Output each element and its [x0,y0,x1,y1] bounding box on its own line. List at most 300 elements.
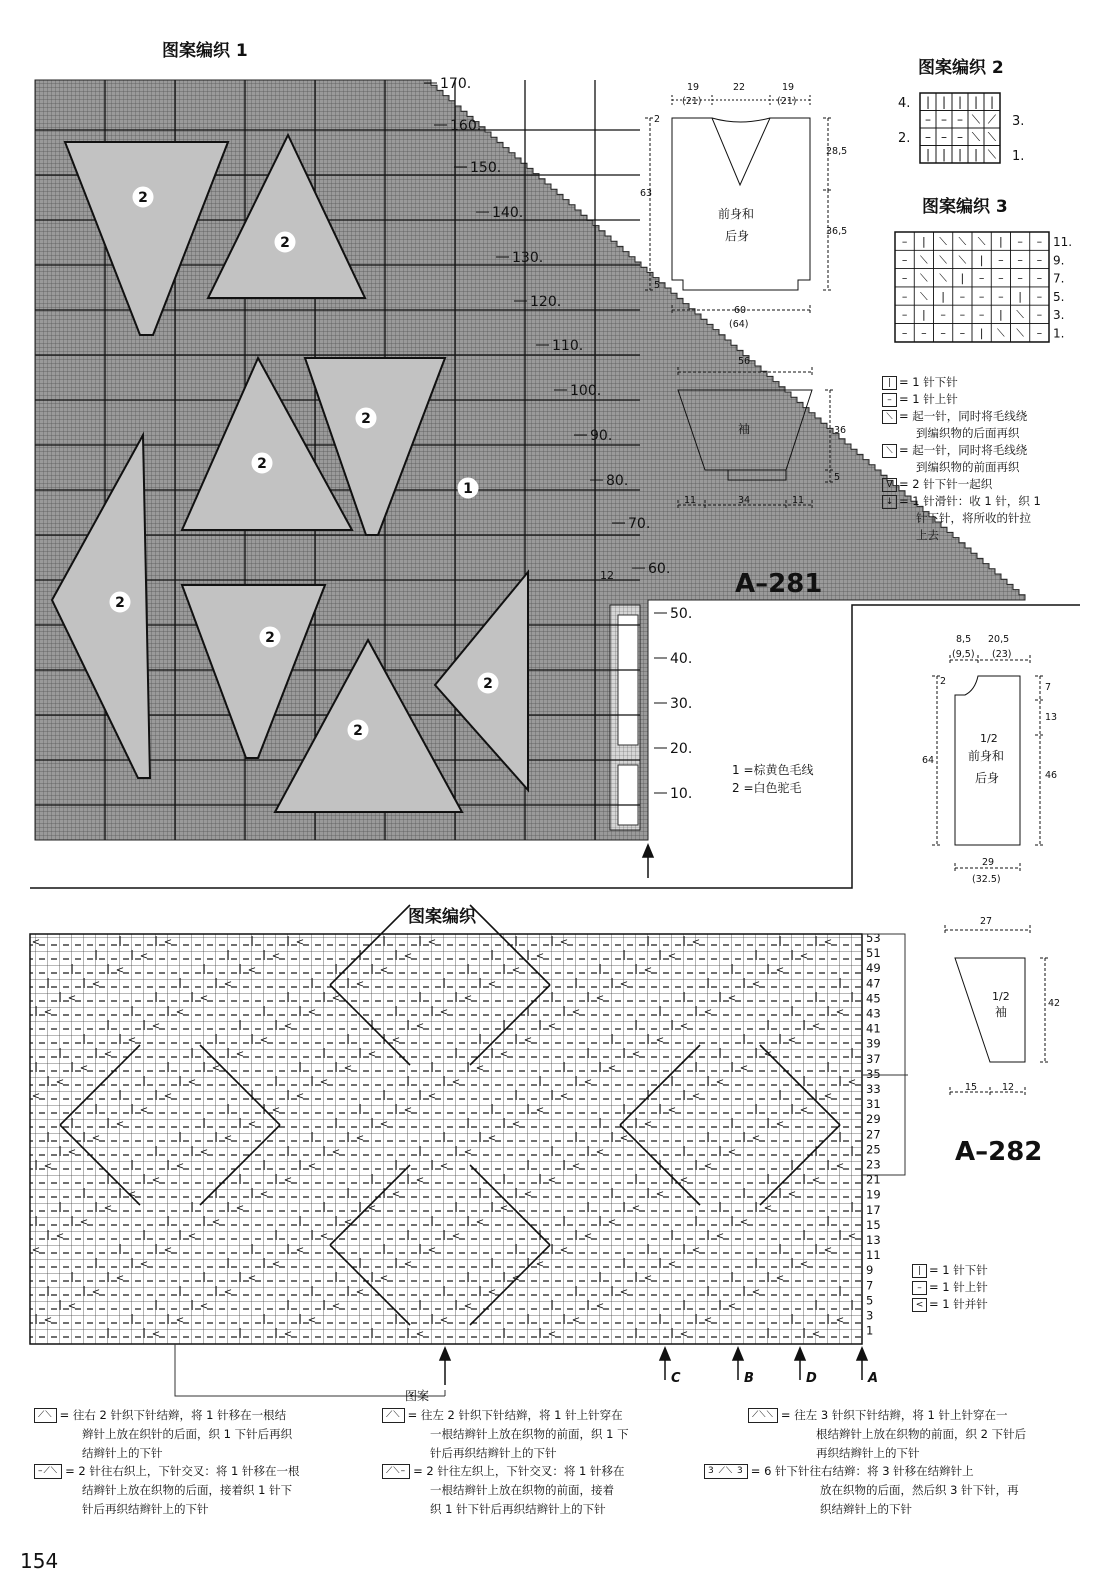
pattern3-stitch: | [979,253,984,267]
pattern3-stitch: – [959,289,966,303]
a281-sleeve-label: 袖 [738,422,751,436]
chart2-dec-mark: < [427,1245,437,1256]
chart2-dec-mark: < [175,1161,185,1172]
chart2-dec-mark: < [163,1091,173,1102]
desc-line: 一根结辫针上放在织物的前面，接着 [430,1483,614,1497]
chart2-dec-mark: < [319,1077,329,1088]
cross-right-icon: ⟋⟍ [34,1408,57,1423]
pattern2-stitch: – [957,130,963,144]
chart2-dec-mark: < [583,1231,593,1242]
chart2-dec-mark: < [751,1133,761,1144]
chart2-dec-mark: < [847,1231,857,1242]
chart2-dec-mark: < [763,1049,773,1060]
chart2-dec-mark: < [823,1091,833,1102]
chart2-dec-mark: < [535,1259,545,1270]
chart2-dec-mark: < [43,1315,53,1326]
pattern2-stitch: ⟍ [987,147,997,162]
cross-left-icon: ⟋⟍ [382,1408,405,1423]
chart2-row-label: 27 [866,1127,881,1142]
desc-line: 根结辫针上放在织物的前面，织 2 下针后 [816,1427,1027,1441]
chart1-row-label: 140. [492,205,524,221]
pattern3-stitch: | [960,271,965,285]
legend-slip [882,493,1097,510]
a282-dim-top-a: 8,5 [956,634,972,645]
a281-dim-top-left: 19 [687,82,700,93]
chart2-dec-mark: < [667,951,677,962]
chart2-dec-mark: < [247,1119,257,1130]
chart2-dec-mark: < [679,1329,689,1340]
chart2-dec-mark: < [343,1217,353,1228]
chart2-row-label: 7 [866,1278,874,1293]
legend-knit [912,1262,1062,1279]
a282-code: A–282 [955,1137,1043,1167]
chart2-dec-mark: < [751,1287,761,1298]
chart2-arrow-label: B [744,1371,754,1386]
chart2-dec-mark: < [463,1147,473,1158]
a282-dim-top-b: 20,5 [988,634,1010,645]
legend-text: = 1 针上针 [929,1280,988,1294]
a281-sleeve-bottom-right: 11 [792,495,805,506]
pattern2-stitch: | [941,147,947,162]
chart2-row-label: 1 [866,1323,874,1338]
motif-label: 2 [115,595,125,611]
chart2-dec-mark: < [535,951,545,962]
pattern3-stitch: | [1018,289,1022,303]
chart2-dec-mark: < [271,951,281,962]
desc-line: = 6 针下针往右结辫：将 3 针移在结辫针上 [750,1464,974,1478]
chart2-dec-mark: < [307,1161,317,1172]
chart2-dec-mark: < [679,1021,689,1032]
chart2-dec-mark: < [619,979,629,990]
chart2-dec-mark: < [547,1329,557,1340]
a281-body-schematic [645,95,833,315]
purl-cross-right-icon: –⟋⟍ [34,1464,62,1479]
chart2-row-label: 9 [866,1263,874,1278]
chart2-dec-mark: < [295,1245,305,1256]
pattern2-row-4: 4. [898,96,911,111]
chart2-dec-mark: < [511,1273,521,1284]
chart2-dec-mark: < [151,1021,161,1032]
chart2-row-label: 17 [866,1202,881,1217]
chart2-dec-mark: < [703,1161,713,1172]
a282-legend [912,1262,1062,1313]
pattern3-stitch: – [901,253,908,267]
pattern3-stitch: – [1036,289,1043,303]
chart2-dec-mark: < [103,1203,113,1214]
a281-dim-right-top: 28,5 [826,146,848,157]
pattern2-stitch: ⟍ [987,130,997,144]
legend-text: = 1 针上针 [899,392,958,406]
legend-text: = 1 针下针 [929,1263,988,1277]
slant-back-icon: ⟍ [882,410,897,424]
chart1-cell-label: 12 [600,569,614,582]
chart2-dec-mark: < [355,979,365,990]
chart2-dec-mark: < [295,1091,305,1102]
desc-line: 放在织物的后面，然后织 3 针下针，再 [820,1483,1019,1497]
pattern2-stitch: | [989,95,995,109]
chart2-arrow [440,1348,450,1385]
desc-purl-cross-right [34,1462,374,1519]
chart1-row-label: 20. [670,741,693,757]
chart2-row-label: 31 [866,1097,881,1112]
a282-sleeve-bottom-a: 15 [965,1082,978,1093]
pattern3-title: 图案编织 3 [922,197,1008,217]
pattern3-row-label: 5. [1053,289,1065,304]
chart2-dec-mark: < [103,1049,113,1060]
chart2-dec-mark: < [415,1021,425,1032]
page-number: 154 [20,1549,59,1573]
chart2-dec-mark: < [259,1035,269,1046]
pattern2-stitch: ⟍ [971,112,981,127]
chart2-dec-mark: < [523,1035,533,1046]
pattern3-stitch: – [1036,308,1043,322]
chart2-dec-mark: < [247,965,257,976]
chart1-title: 图案编织 1 [162,41,248,61]
chart2-dec-mark: < [619,1133,629,1144]
chart1-row-label: 10. [670,786,693,802]
a281-dim-top-right-alt: (21) [777,96,797,107]
a281-sleeve-bottom: 34 [738,495,751,506]
a282-sleeve-label-2: 袖 [995,1005,1008,1019]
chart2-dec-mark: < [235,1203,245,1214]
color-legend-1: 1 =棕黄色毛线 [732,763,814,777]
chart2-dec-mark: < [31,937,41,948]
desc-line: = 往左 3 针织下针结辫，将 1 针上针穿在一 [780,1408,1008,1422]
motif-label: 2 [265,630,275,646]
chart2-dec-mark: < [775,965,785,976]
chart2-dec-mark: < [151,1329,161,1340]
chart2-grid [30,905,862,1344]
legend-yarn-front [882,442,1097,459]
chart1-row-label: 120. [530,294,562,310]
pattern2-row-3: 3. [1012,114,1025,129]
chart2-dec-mark: < [475,1217,485,1228]
chart2-dec-mark: < [727,1301,737,1312]
chart2-dec-mark: < [91,1287,101,1298]
pattern2-stitch: – [925,112,931,127]
chart2-dec-mark: < [319,1231,329,1242]
pattern2-stitch: | [957,95,963,109]
chart2-dec-mark: < [787,1189,797,1200]
slant-front-icon: ⟍ [882,444,897,458]
pattern2-stitch: | [941,95,947,109]
motif-label: 2 [257,456,267,472]
pattern3-row-label: 11. [1053,235,1073,249]
chart1-row-label: 170. [440,76,472,92]
a282-dim-right-top: 7 [1045,682,1052,693]
desc-line: 结辫针上放在织物的后面，接着织 1 针下 [82,1483,293,1497]
pattern3-stitch: – [959,326,966,340]
a281-legend [882,374,1097,544]
pattern2-stitch: ⟋ [987,112,997,127]
chart2-dec-mark: < [403,1105,413,1116]
desc-line: 织 1 针下针后再织结辫针上的下针 [430,1502,606,1516]
pattern2-stitch: – [925,130,931,144]
chart1-row-label: 50. [670,606,693,622]
chart2-dec-mark: < [511,965,521,976]
chart2-dec-mark: < [391,1189,401,1200]
pattern3-stitch: | [921,308,926,322]
chart2-dec-mark: < [367,1049,377,1060]
chart2-dec-mark: < [79,1063,89,1074]
chart2-dec-mark: < [463,1301,473,1312]
desc-cross-right-2 [34,1406,374,1463]
chart2-dec-mark: < [235,1049,245,1060]
pattern2-grid [920,93,1000,163]
chart2-dec-mark: < [115,1119,125,1130]
chart2-arrow [733,1348,743,1380]
pattern3-stitch: – [901,271,908,285]
chart2-dec-mark: < [739,1063,749,1074]
a281-dim-edge-top: 2 [654,114,661,125]
pattern3-stitch: ⟍ [977,235,986,248]
chart2-dec-mark: < [667,1259,677,1270]
chart2-dec-mark: < [559,937,569,948]
chart2-dec-mark: < [391,1035,401,1046]
a282-dim-right-low: 46 [1045,770,1058,781]
chart2-dec-mark: < [499,1049,509,1060]
chart2-row-label: 49 [866,961,881,976]
pattern3-stitch: | [998,235,1003,248]
desc-line: 再织结辫针上的下针 [816,1446,920,1460]
chart2-dec-mark: < [415,1329,425,1340]
chart2-dec-mark: < [283,1329,293,1340]
desc-line: = 2 针往左织上，下针交叉：将 1 针移在 [413,1464,625,1478]
knit-icon: | [912,1264,927,1278]
a281-dim-edge-bottom: 5 [654,280,661,291]
pattern2-stitch: – [941,130,947,144]
chart2-row-label: 39 [866,1036,881,1051]
chart2-row-label: 19 [866,1187,881,1202]
chart2-dec-mark: < [595,1301,605,1312]
chart2-dec-mark: < [343,1063,353,1074]
chart2-dec-mark: < [643,1119,653,1130]
chart1-row-label: 60. [648,561,671,577]
pattern3-stitch: ⟍ [958,235,967,248]
a281-dim-neck: 22 [733,82,746,93]
a282-dim-width-alt: (32.5) [972,874,1001,885]
chart2-dec-mark: < [571,1161,581,1172]
pattern3-stitch: – [901,289,908,303]
a282-sleeve-bottom-b: 12 [1002,1082,1015,1093]
chart2-dec-mark: < [799,1105,809,1116]
a282-body-label-1: 1/2 [980,732,998,745]
knit-icon: | [882,376,897,390]
pattern3-stitch: – [998,289,1004,303]
desc-cross-left-2 [382,1406,732,1463]
desc-line: 一根结辫针上放在织物的前面，织 1 下 [430,1427,629,1441]
pattern3-stitch: – [978,308,985,322]
chart2-dec-mark: < [811,1329,821,1340]
pattern3-stitch: – [1036,271,1043,285]
desc-line: 结辫针上的下针 [82,1446,163,1460]
legend-yarn-back-2 [882,425,1097,442]
desc-line: 针后再织结辫针上的下针 [430,1446,557,1460]
pattern2-stitch: | [973,95,979,109]
chart2-dec-mark: < [439,1315,449,1326]
chart2-dec-mark: < [775,1273,785,1284]
pattern3-stitch: ⟍ [919,289,928,303]
a282-dim-height: 64 [922,755,935,766]
pattern3-stitch: – [998,271,1004,285]
chart2-row-label: 37 [866,1051,881,1066]
desc-line: 织结辫针上的下针 [820,1502,912,1516]
motif-label: 2 [483,676,493,692]
chart2-dec-mark: < [715,1077,725,1088]
chart2-dec-mark: < [439,1007,449,1018]
legend-text: = 1 针下针 [899,375,958,389]
chart2-dec-mark: < [751,979,761,990]
chart2-row-label: 21 [866,1172,881,1187]
chart2-dec-mark: < [487,1287,497,1298]
pattern3-stitch: | [941,289,945,303]
a282-sleeve-height: 42 [1048,998,1061,1009]
chart2-dec-mark: < [499,1203,509,1214]
chart2-dec-mark: < [271,1105,281,1116]
legend-text: = 2 针下针一起织 [899,477,993,491]
pattern3-grid [895,232,1049,342]
chart2-dec-mark: < [139,1259,149,1270]
pattern2-stitch: | [973,147,979,162]
chart2-dec-mark: < [487,1133,497,1144]
chart2-dec-mark: < [175,1315,185,1326]
desc-purl-cross-left [382,1462,732,1519]
a282-dim-top-a-alt: (9,5) [952,649,975,660]
pattern3-row-label: 7. [1053,271,1065,286]
pattern3-stitch: ⟍ [919,253,928,267]
desc-cross-left-3 [748,1406,1098,1463]
a281-body-label-1: 前身和 [718,207,755,221]
pattern3-stitch: ⟍ [958,253,967,267]
chart2-dec-mark: < [559,1245,569,1256]
chart2-arrow-label: C [671,1371,681,1386]
chart2-dec-mark: < [631,1049,641,1060]
pattern2-row-2: 2. [898,131,911,146]
chart2-row-label: 43 [866,1006,881,1021]
chart2-row-label: 25 [866,1142,881,1157]
legend-k2tog [912,1296,1062,1313]
legend-k2tog [882,476,1097,493]
motif-label: 1 [463,481,473,497]
chart2-dec-mark: < [475,1063,485,1074]
pattern2-stitch: | [925,95,931,109]
chart1-row-label: 100. [570,383,602,399]
chart2-dec-mark: < [379,1273,389,1284]
chart2-dec-mark: < [643,965,653,976]
chart2-dec-mark: < [619,1287,629,1298]
chart2-dec-mark: < [199,1301,209,1312]
chart2-row-label: 23 [866,1157,881,1172]
pattern3-row-labels [1053,235,1072,341]
chart2-dec-mark: < [175,1007,185,1018]
desc-cable-6 [704,1462,1098,1519]
chart1-start-arrow [643,845,653,878]
pattern3-stitch: | [998,308,1003,322]
a282-body-label-2: 前身和 [968,749,1005,763]
chart2-dec-mark: < [655,1189,665,1200]
pattern3-stitch: ⟍ [939,253,947,267]
chart2-bracket-label: 图案 [405,1389,430,1403]
motif-label: 2 [353,723,363,739]
chart2-dec-mark: < [463,993,473,1004]
pattern3-stitch: ⟍ [1016,308,1024,322]
chart2-dec-mark: < [535,1105,545,1116]
chart2-dec-mark: < [403,951,413,962]
legend-text: 针下针，将所收的针拉 [916,511,1031,525]
chart2-dec-mark: < [283,1175,293,1186]
pattern2-stitch: | [957,147,963,162]
chart2-dec-mark: < [811,1175,821,1186]
pattern3-stitch: – [1036,326,1043,340]
pattern3-stitch: – [978,271,985,285]
pattern3-stitch: – [959,308,966,322]
chart2-dec-mark: < [427,937,437,948]
legend-yarn-back [882,408,1097,425]
legend-text: = 1 针并针 [929,1297,988,1311]
a282-sleeve-label-1: 1/2 [992,990,1010,1003]
chart2-dec-mark: < [799,1259,809,1270]
legend-text: 到编织物的前面再织 [916,460,1020,474]
chart2-dec-mark: < [307,1315,317,1326]
chart2-dec-mark: < [115,965,125,976]
chart2-dec-mark: < [727,993,737,1004]
chart2-dec-mark: < [679,1175,689,1186]
chart2-dec-mark: < [223,1133,233,1144]
chart2-dec-mark: < [283,1021,293,1032]
chart2-arrows [440,1348,878,1386]
chart2-dec-mark: < [91,1133,101,1144]
desc-line: = 往右 2 针织下针结辫，将 1 针移在一根结 [59,1408,287,1422]
chart2-row-label: 33 [866,1082,881,1096]
chart2-dec-mark: < [43,1161,53,1172]
chart2-dec-mark: < [451,1077,461,1088]
chart2-dec-mark: < [691,937,701,948]
chart2-dec-mark: < [727,1147,737,1158]
chart1-row-label: 70. [628,516,651,532]
chart1-row-label: 150. [470,160,502,176]
chart2-dec-mark: < [415,1175,425,1186]
chart2-row-label: 29 [866,1112,881,1127]
chart2-dec-mark: < [247,1273,257,1284]
a281-dim-top-left-alt: (21) [682,96,702,107]
chart2-dec-mark: < [187,1231,197,1242]
a282-body-label-3: 后身 [975,771,1000,785]
chart2-dec-mark: < [199,993,209,1004]
decrease-icon: < [912,1298,927,1312]
chart2-dec-mark: < [451,1231,461,1242]
chart2-dec-mark: < [223,1287,233,1298]
pattern3-stitch: – [901,326,908,340]
a281-sleeve-height: 36 [834,425,847,436]
legend-text: = 起一针，同时将毛线绕 [899,409,1028,423]
pattern3-stitch: – [978,289,985,303]
a281-sleeve-cuff: 5 [834,472,841,483]
a281-code: A–281 [735,569,823,599]
chart2-dec-mark: < [55,1231,65,1242]
a282-dim-right-mid: 13 [1045,712,1058,723]
chart2-row-label: 5 [866,1293,874,1308]
chart2-dec-mark: < [715,1231,725,1242]
chart2-row-label: 45 [866,991,881,1006]
chart2-dec-mark: < [595,993,605,1004]
cable-6-icon: 3 ⟋⟍ 3 [704,1464,748,1479]
chart2-row-labels [866,931,881,1338]
legend-text: = 起一针，同时将毛线绕 [899,443,1028,457]
chart2-dec-mark: < [31,1245,41,1256]
chart2-dec-mark: < [655,1035,665,1046]
color-legend-2: 2 =白色驼毛 [732,781,802,795]
chart2-dec-mark: < [163,1245,173,1256]
